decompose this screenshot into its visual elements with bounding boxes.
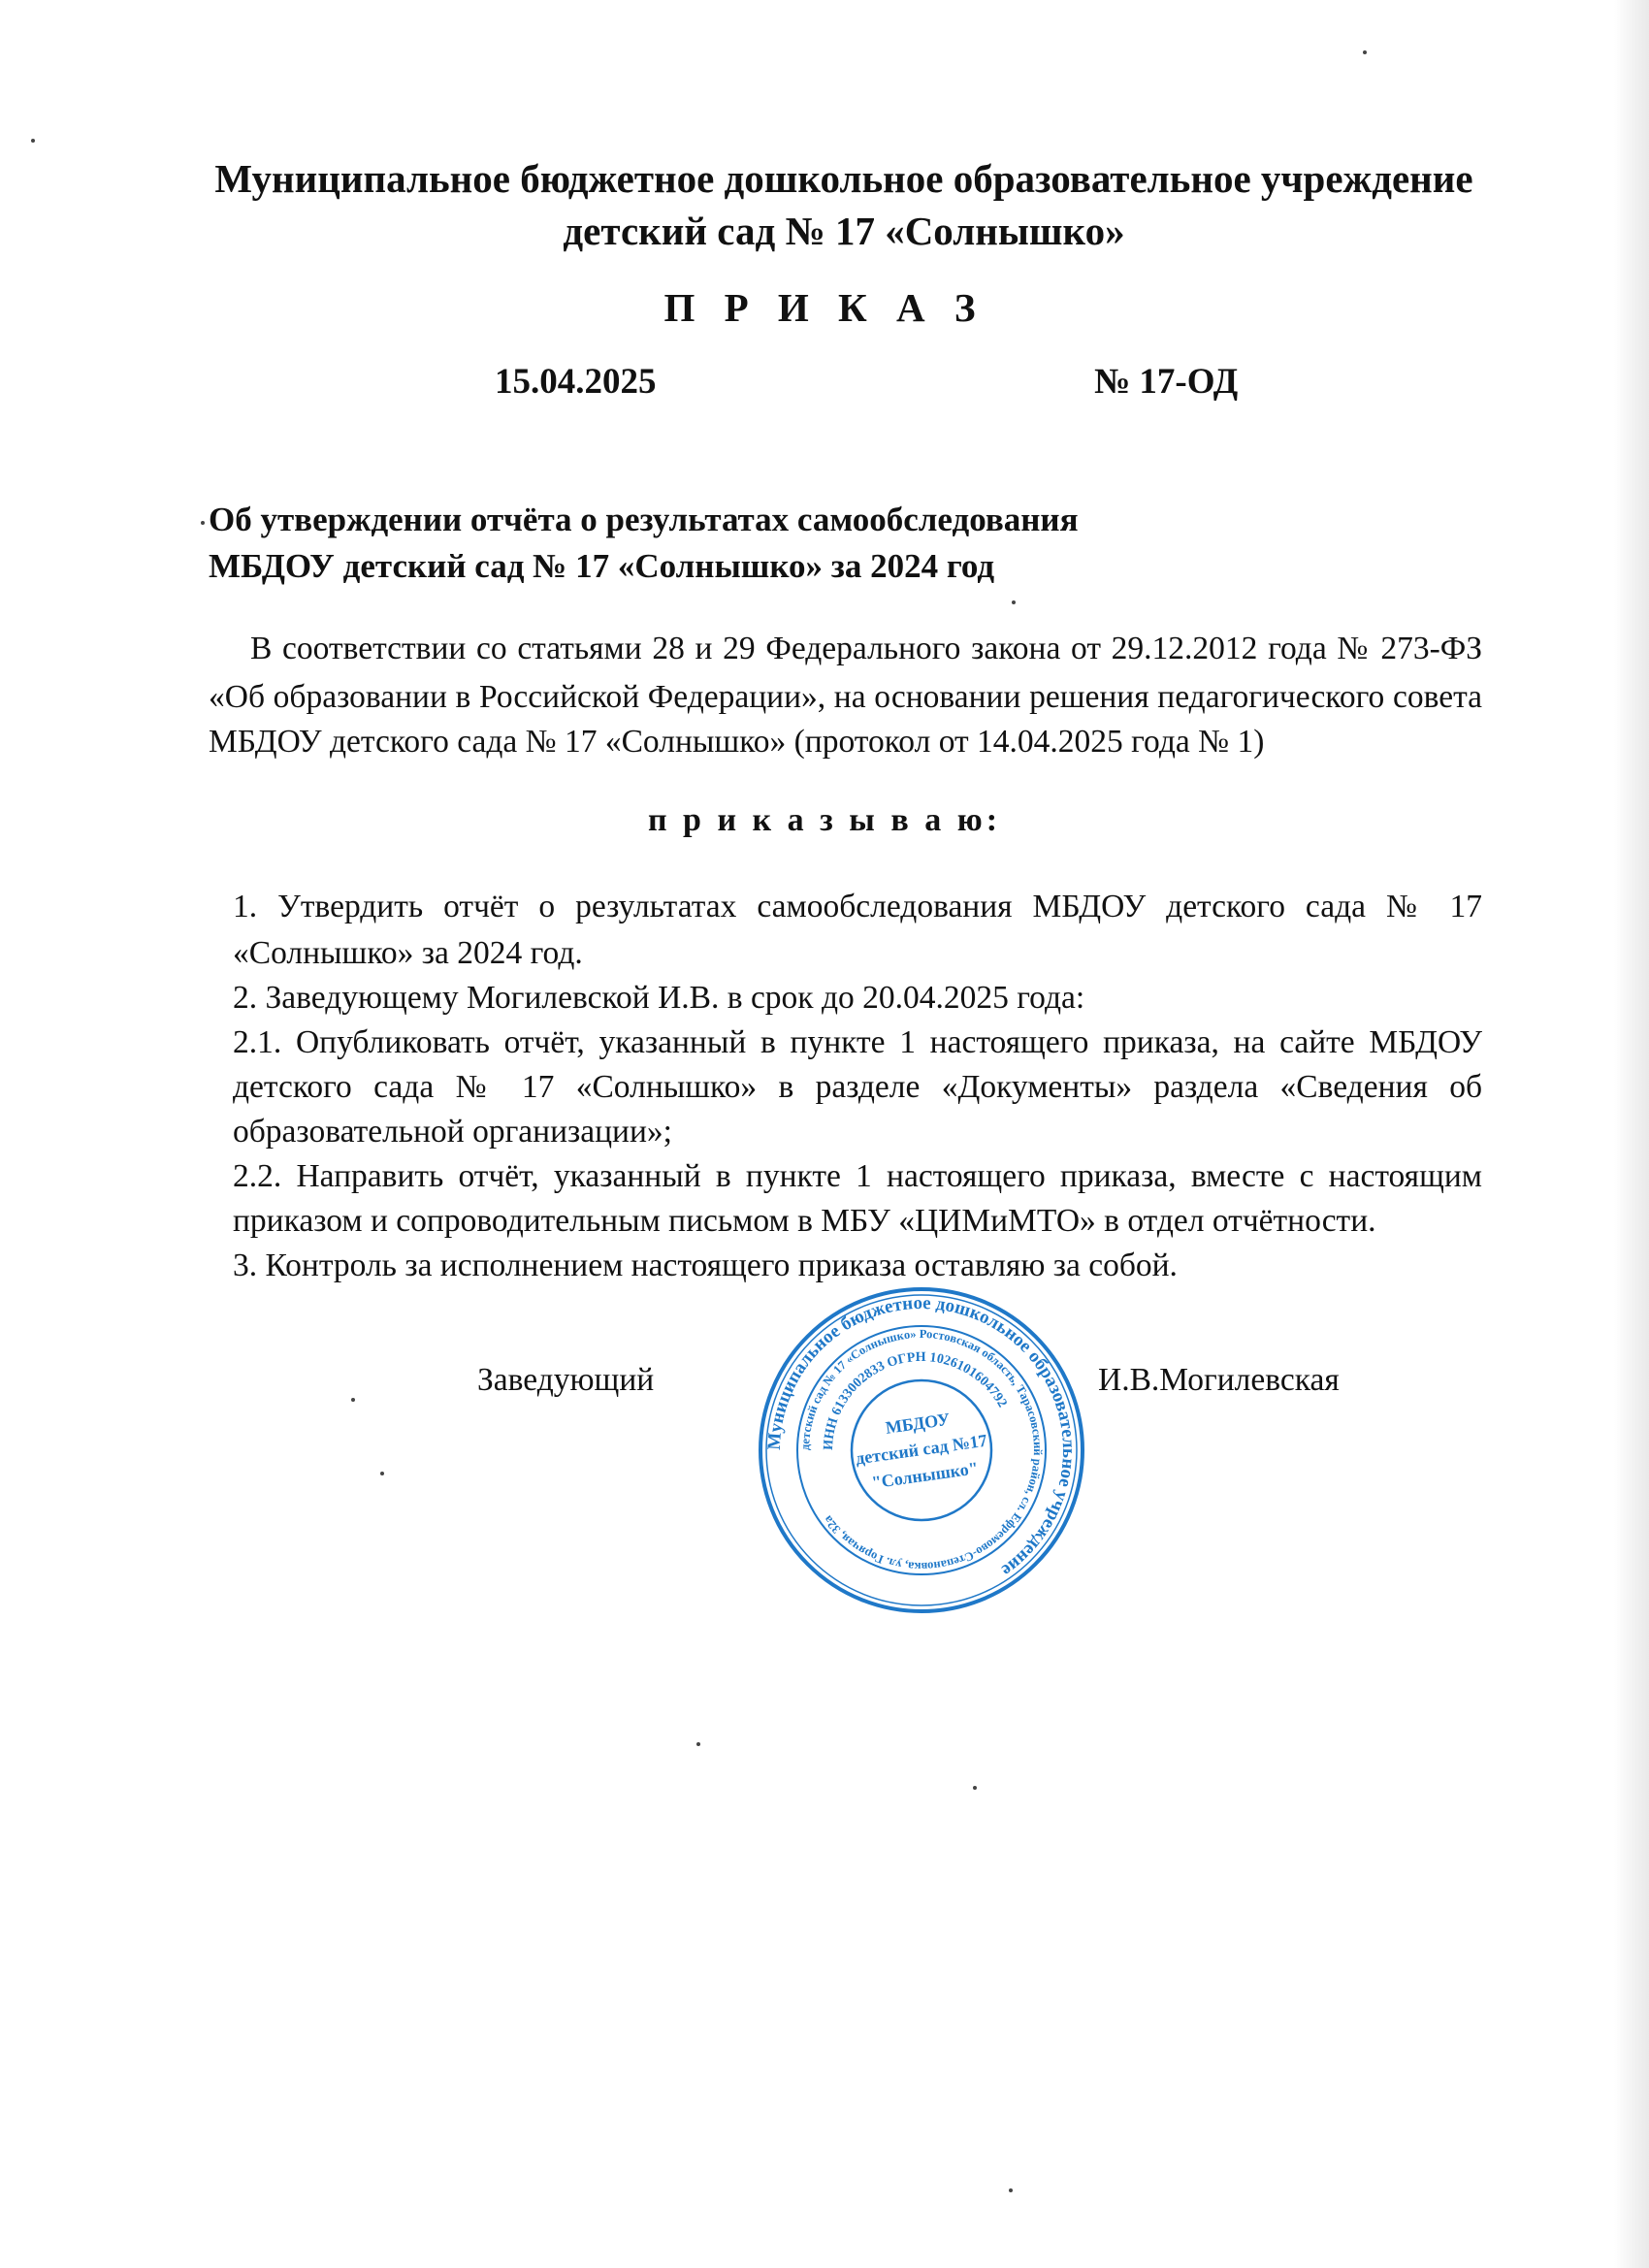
scan-speck [1009,2188,1013,2192]
scan-speck [696,1742,700,1746]
scan-speck [380,1472,384,1475]
item-3: 3. Контроль за исполнением настоящего приказа оставляю за собой. [233,1247,1178,1283]
order-subject-line2: МБДОУ детский сад № 17 «Солнышко» за 2024 год [209,547,995,585]
stamp-inner-ring-text: детский сад № 17 «Солнышко» Ростовская область, Тарасовский район, сл. Ефремово-Степановка, ул. Горячая, 32а [797,1326,1046,1574]
stamp-center-line2: детский сад №17 [854,1430,988,1469]
signatory-name: И.В.Могилевская [1098,1362,1340,1398]
order-subject-line1: Об утверждении отчёта о результатах самообследования [209,501,1079,538]
document-title: П Р И К А З [663,285,986,330]
item-2-2-line2: приказом и сопроводительным письмом в МБУ «ЦИМиМТО» в отдел отчётности. [233,1203,1376,1239]
institution-name-line1: Муниципальное бюджетное дошкольное образовательное учреждение [214,156,1473,201]
scan-speck [201,521,205,525]
stamp-outer-ring-text: Муниципальное бюджетное дошкольное образовательное учреждение [763,1292,1080,1581]
scan-speck [1363,50,1367,54]
order-date: 15.04.2025 [495,362,657,402]
order-directive-word: п р и к а з ы в а ю: [647,802,1002,838]
preamble-line2: «Об образовании в Российской Федерации», на основании решения педагогического совета [209,679,1482,715]
item-1-line1: 1. Утвердить отчёт о результатах самообследования МБДОУ детского сада № 17 [233,889,1482,924]
preamble-line3: МБДОУ детского сада № 17 «Солнышко» (протокол от 14.04.2025 года № 1) [209,724,1265,760]
item-2-1-line3: образовательной организации»; [233,1114,672,1150]
signatory-position: Заведующий [477,1362,655,1398]
scan-shadow-edge [1614,0,1649,2268]
item-2-1-line2: детского сада № 17 «Солнышко» в разделе «Документы» раздела «Сведения об [233,1069,1482,1105]
stamp-center-line1: МБДОУ [884,1409,952,1438]
official-seal-stamp [757,1285,1086,1615]
stamp-ids-ring-text: ИНН 6133002833 ОГРН 1026101604792 [821,1349,1010,1451]
item-1-line2: «Солнышко» за 2024 год. [233,935,583,971]
scan-speck [973,1786,977,1790]
scan-speck [351,1398,355,1402]
item-2-2-line1: 2.2. Направить отчёт, указанный в пункте 1 настоящего приказа, вместе с настоящим [233,1158,1482,1194]
institution-name-line2: детский сад № 17 «Солнышко» [563,209,1125,253]
order-number: № 17-ОД [1094,362,1239,402]
preamble-line1: В соответствии со статьями 28 и 29 Федерального закона от 29.12.2012 года № 273-ФЗ [250,631,1482,666]
scan-speck [1012,600,1016,604]
item-2: 2. Заведующему Могилевской И.В. в срок до 20.04.2025 года: [233,980,1085,1016]
stamp-center-line3: "Солнышко" [870,1458,980,1493]
item-2-1-line1: 2.1. Опубликовать отчёт, указанный в пункте 1 настоящего приказа, на сайте МБДОУ [233,1024,1482,1060]
scan-speck [31,139,35,143]
